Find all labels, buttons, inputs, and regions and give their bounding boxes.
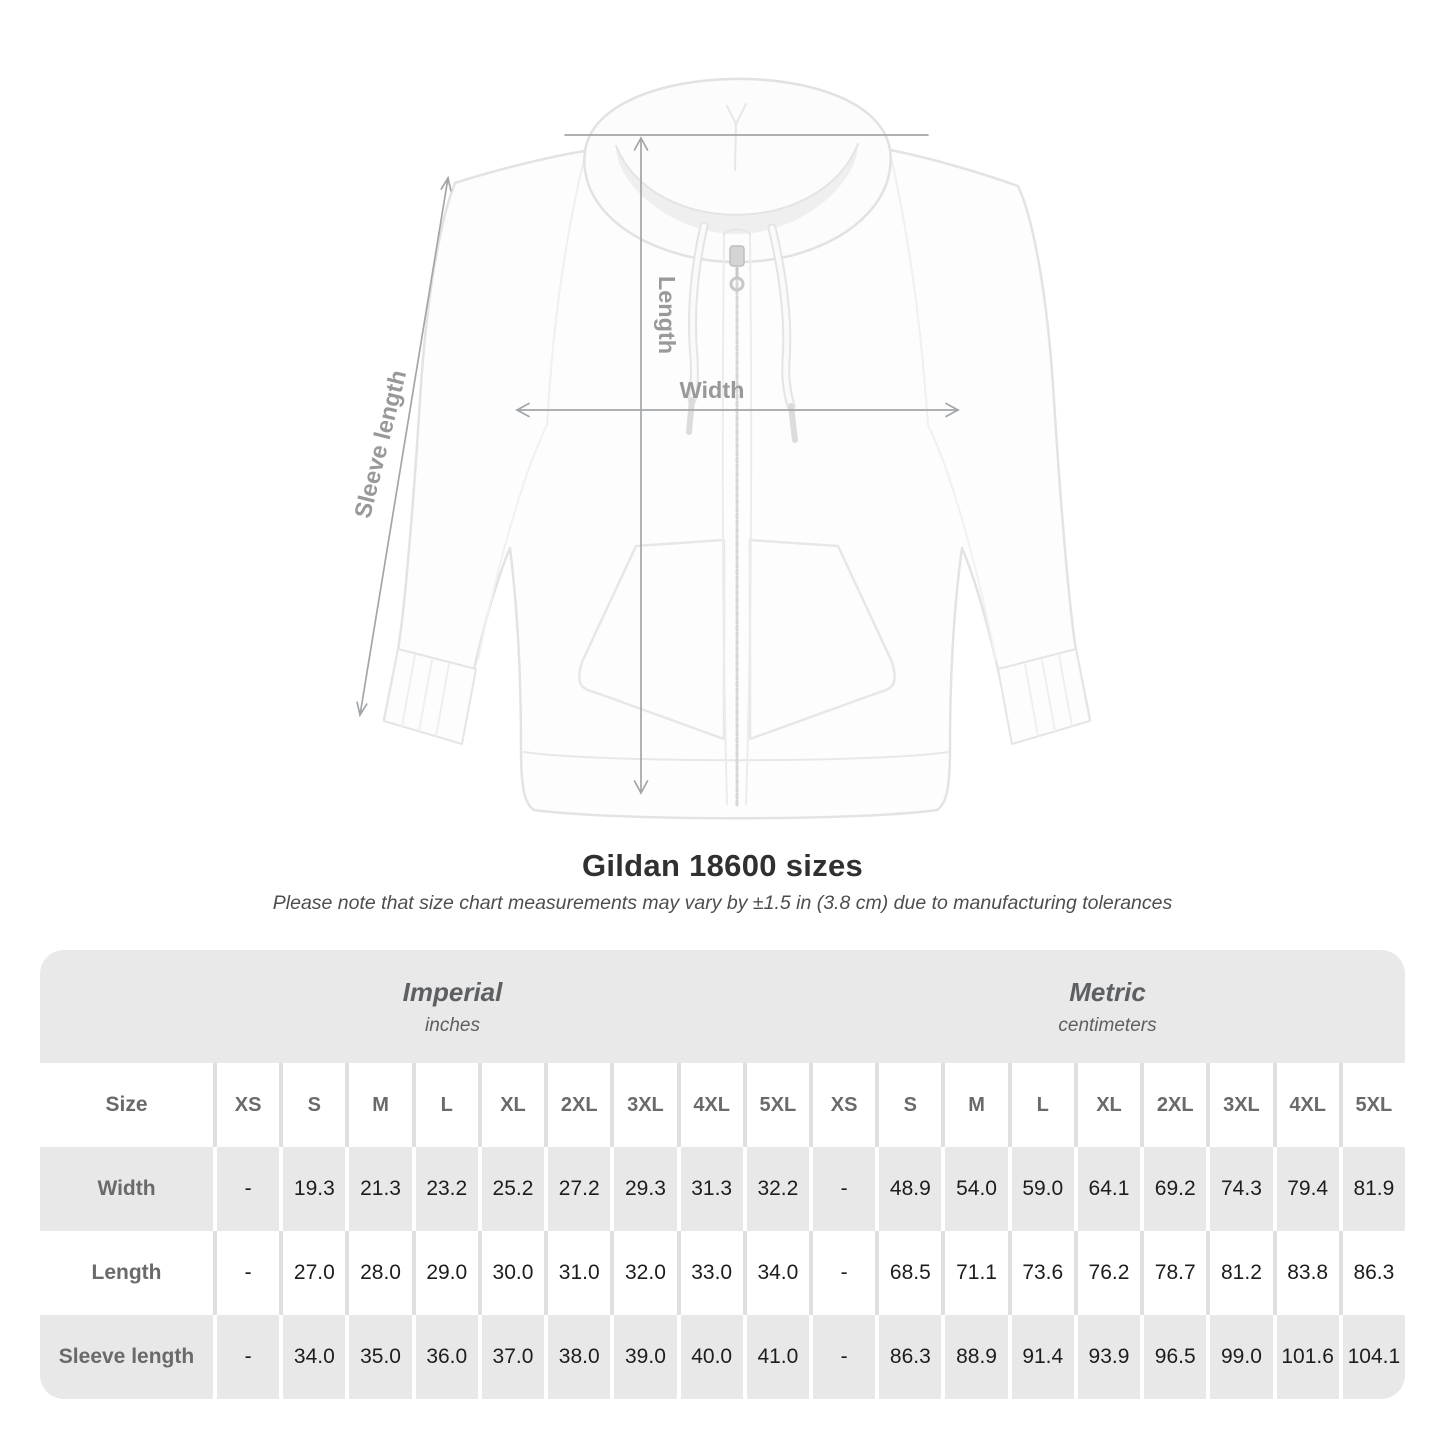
- row-label: Sleeve length: [40, 1315, 213, 1399]
- measurement-cell: 25.2: [482, 1147, 544, 1231]
- measurement-cell: 41.0: [747, 1315, 809, 1399]
- zipper-slider: [730, 246, 744, 266]
- size-col-header: XS: [813, 1063, 875, 1147]
- measurement-cell: 35.0: [349, 1315, 411, 1399]
- right-drawstring-aglet: [791, 406, 795, 440]
- measurement-cell: 91.4: [1012, 1315, 1074, 1399]
- measurement-cell: 69.2: [1144, 1147, 1206, 1231]
- size-header-label: Size: [40, 1063, 213, 1147]
- measurement-cell: 74.3: [1210, 1147, 1272, 1231]
- measurement-cell: 96.5: [1144, 1315, 1206, 1399]
- measurement-cell: 40.0: [681, 1315, 743, 1399]
- unit-system-header: [40, 950, 1405, 1063]
- measurement-cell: 36.0: [416, 1315, 478, 1399]
- measurement-cell: 81.9: [1343, 1147, 1405, 1231]
- size-col-header: 5XL: [747, 1063, 809, 1147]
- page-title: Gildan 18600 sizes: [581, 848, 864, 883]
- measurement-cell: 83.8: [1277, 1231, 1339, 1315]
- measurement-cell: 39.0: [614, 1315, 676, 1399]
- measurement-cell: 23.2: [416, 1147, 478, 1231]
- measurement-cell: 48.9: [879, 1147, 941, 1231]
- measurement-cell: 27.0: [283, 1231, 345, 1315]
- imperial-section-header: [40, 950, 810, 1063]
- size-col-header: 3XL: [614, 1063, 676, 1147]
- length-row: [40, 1231, 1405, 1315]
- measurement-cell: 64.1: [1078, 1147, 1140, 1231]
- measurement-cell: 54.0: [945, 1147, 1007, 1231]
- length-label: Length: [654, 275, 680, 355]
- size-col-header: S: [879, 1063, 941, 1147]
- measurement-cell: 76.2: [1078, 1231, 1140, 1315]
- measurement-cell: 78.7: [1144, 1231, 1206, 1315]
- size-col-header: 3XL: [1210, 1063, 1272, 1147]
- measurement-cell: -: [217, 1147, 279, 1231]
- measurement-cell: 31.0: [548, 1231, 610, 1315]
- measurement-cell: -: [217, 1231, 279, 1315]
- measurement-cell: 19.3: [283, 1147, 345, 1231]
- size-col-header: XL: [1078, 1063, 1140, 1147]
- size-col-header: 4XL: [681, 1063, 743, 1147]
- measurement-cell: 33.0: [681, 1231, 743, 1315]
- measurement-cell: 71.1: [945, 1231, 1007, 1315]
- metric-unit: centimeters: [1058, 1014, 1157, 1036]
- measurement-cell: 68.5: [879, 1231, 941, 1315]
- measurement-cell: 29.0: [416, 1231, 478, 1315]
- size-col-header: L: [1012, 1063, 1074, 1147]
- measurement-cell: 93.9: [1078, 1315, 1140, 1399]
- size-col-header: S: [283, 1063, 345, 1147]
- width-label: Width: [679, 377, 745, 403]
- measurement-cell: 34.0: [747, 1231, 809, 1315]
- size-col-header: 2XL: [1144, 1063, 1206, 1147]
- measurement-cell: -: [813, 1147, 875, 1231]
- measurement-cell: 38.0: [548, 1315, 610, 1399]
- size-col-header: M: [349, 1063, 411, 1147]
- size-col-header: XS: [217, 1063, 279, 1147]
- measurement-cell: 86.3: [1343, 1231, 1405, 1315]
- sleeve-length-row: [40, 1315, 1405, 1399]
- size-table: [40, 950, 1405, 1399]
- metric-title: Metric: [1069, 976, 1146, 1007]
- measurement-cell: 29.3: [614, 1147, 676, 1231]
- measurement-cell: 28.0: [349, 1231, 411, 1315]
- measurement-cell: 73.6: [1012, 1231, 1074, 1315]
- measurement-cell: -: [813, 1315, 875, 1399]
- measurement-cell: 37.0: [482, 1315, 544, 1399]
- measurement-cell: 101.6: [1277, 1315, 1339, 1399]
- hoodie-illustration: [384, 79, 1090, 818]
- page-subtitle: Please note that size chart measurements may vary by ±1.5 in (3.8 cm) due to manufacturing tolerances: [272, 892, 1173, 914]
- measurement-cell: -: [813, 1231, 875, 1315]
- measurement-cell: 31.3: [681, 1147, 743, 1231]
- measurement-cell: 59.0: [1012, 1147, 1074, 1231]
- size-col-header: 5XL: [1343, 1063, 1405, 1147]
- measurement-cell: 86.3: [879, 1315, 941, 1399]
- measurement-cell: 34.0: [283, 1315, 345, 1399]
- measurement-cell: 88.9: [945, 1315, 1007, 1399]
- size-col-header: XL: [482, 1063, 544, 1147]
- sleeve-length-label: Sleeve length: [349, 367, 412, 521]
- measurement-cell: 79.4: [1277, 1147, 1339, 1231]
- width-row: [40, 1147, 1405, 1231]
- measurement-cell: 30.0: [482, 1231, 544, 1315]
- imperial-unit: inches: [425, 1014, 480, 1036]
- left-drawstring-aglet: [689, 400, 692, 432]
- imperial-title: Imperial: [402, 976, 503, 1007]
- measurement-cell: 99.0: [1210, 1315, 1272, 1399]
- measurement-cell: 21.3: [349, 1147, 411, 1231]
- measurement-cell: 32.0: [614, 1231, 676, 1315]
- metric-section-header: [810, 950, 1405, 1063]
- row-label: Width: [40, 1147, 213, 1231]
- size-col-header: M: [945, 1063, 1007, 1147]
- size-header-row: [40, 1063, 1405, 1147]
- row-label: Length: [40, 1231, 213, 1315]
- measurement-cell: 32.2: [747, 1147, 809, 1231]
- measurement-cell: 104.1: [1343, 1315, 1405, 1399]
- size-col-header: 4XL: [1277, 1063, 1339, 1147]
- measurement-cell: 27.2: [548, 1147, 610, 1231]
- measurement-cell: -: [217, 1315, 279, 1399]
- measurement-cell: 81.2: [1210, 1231, 1272, 1315]
- size-col-header: 2XL: [548, 1063, 610, 1147]
- size-col-header: L: [416, 1063, 478, 1147]
